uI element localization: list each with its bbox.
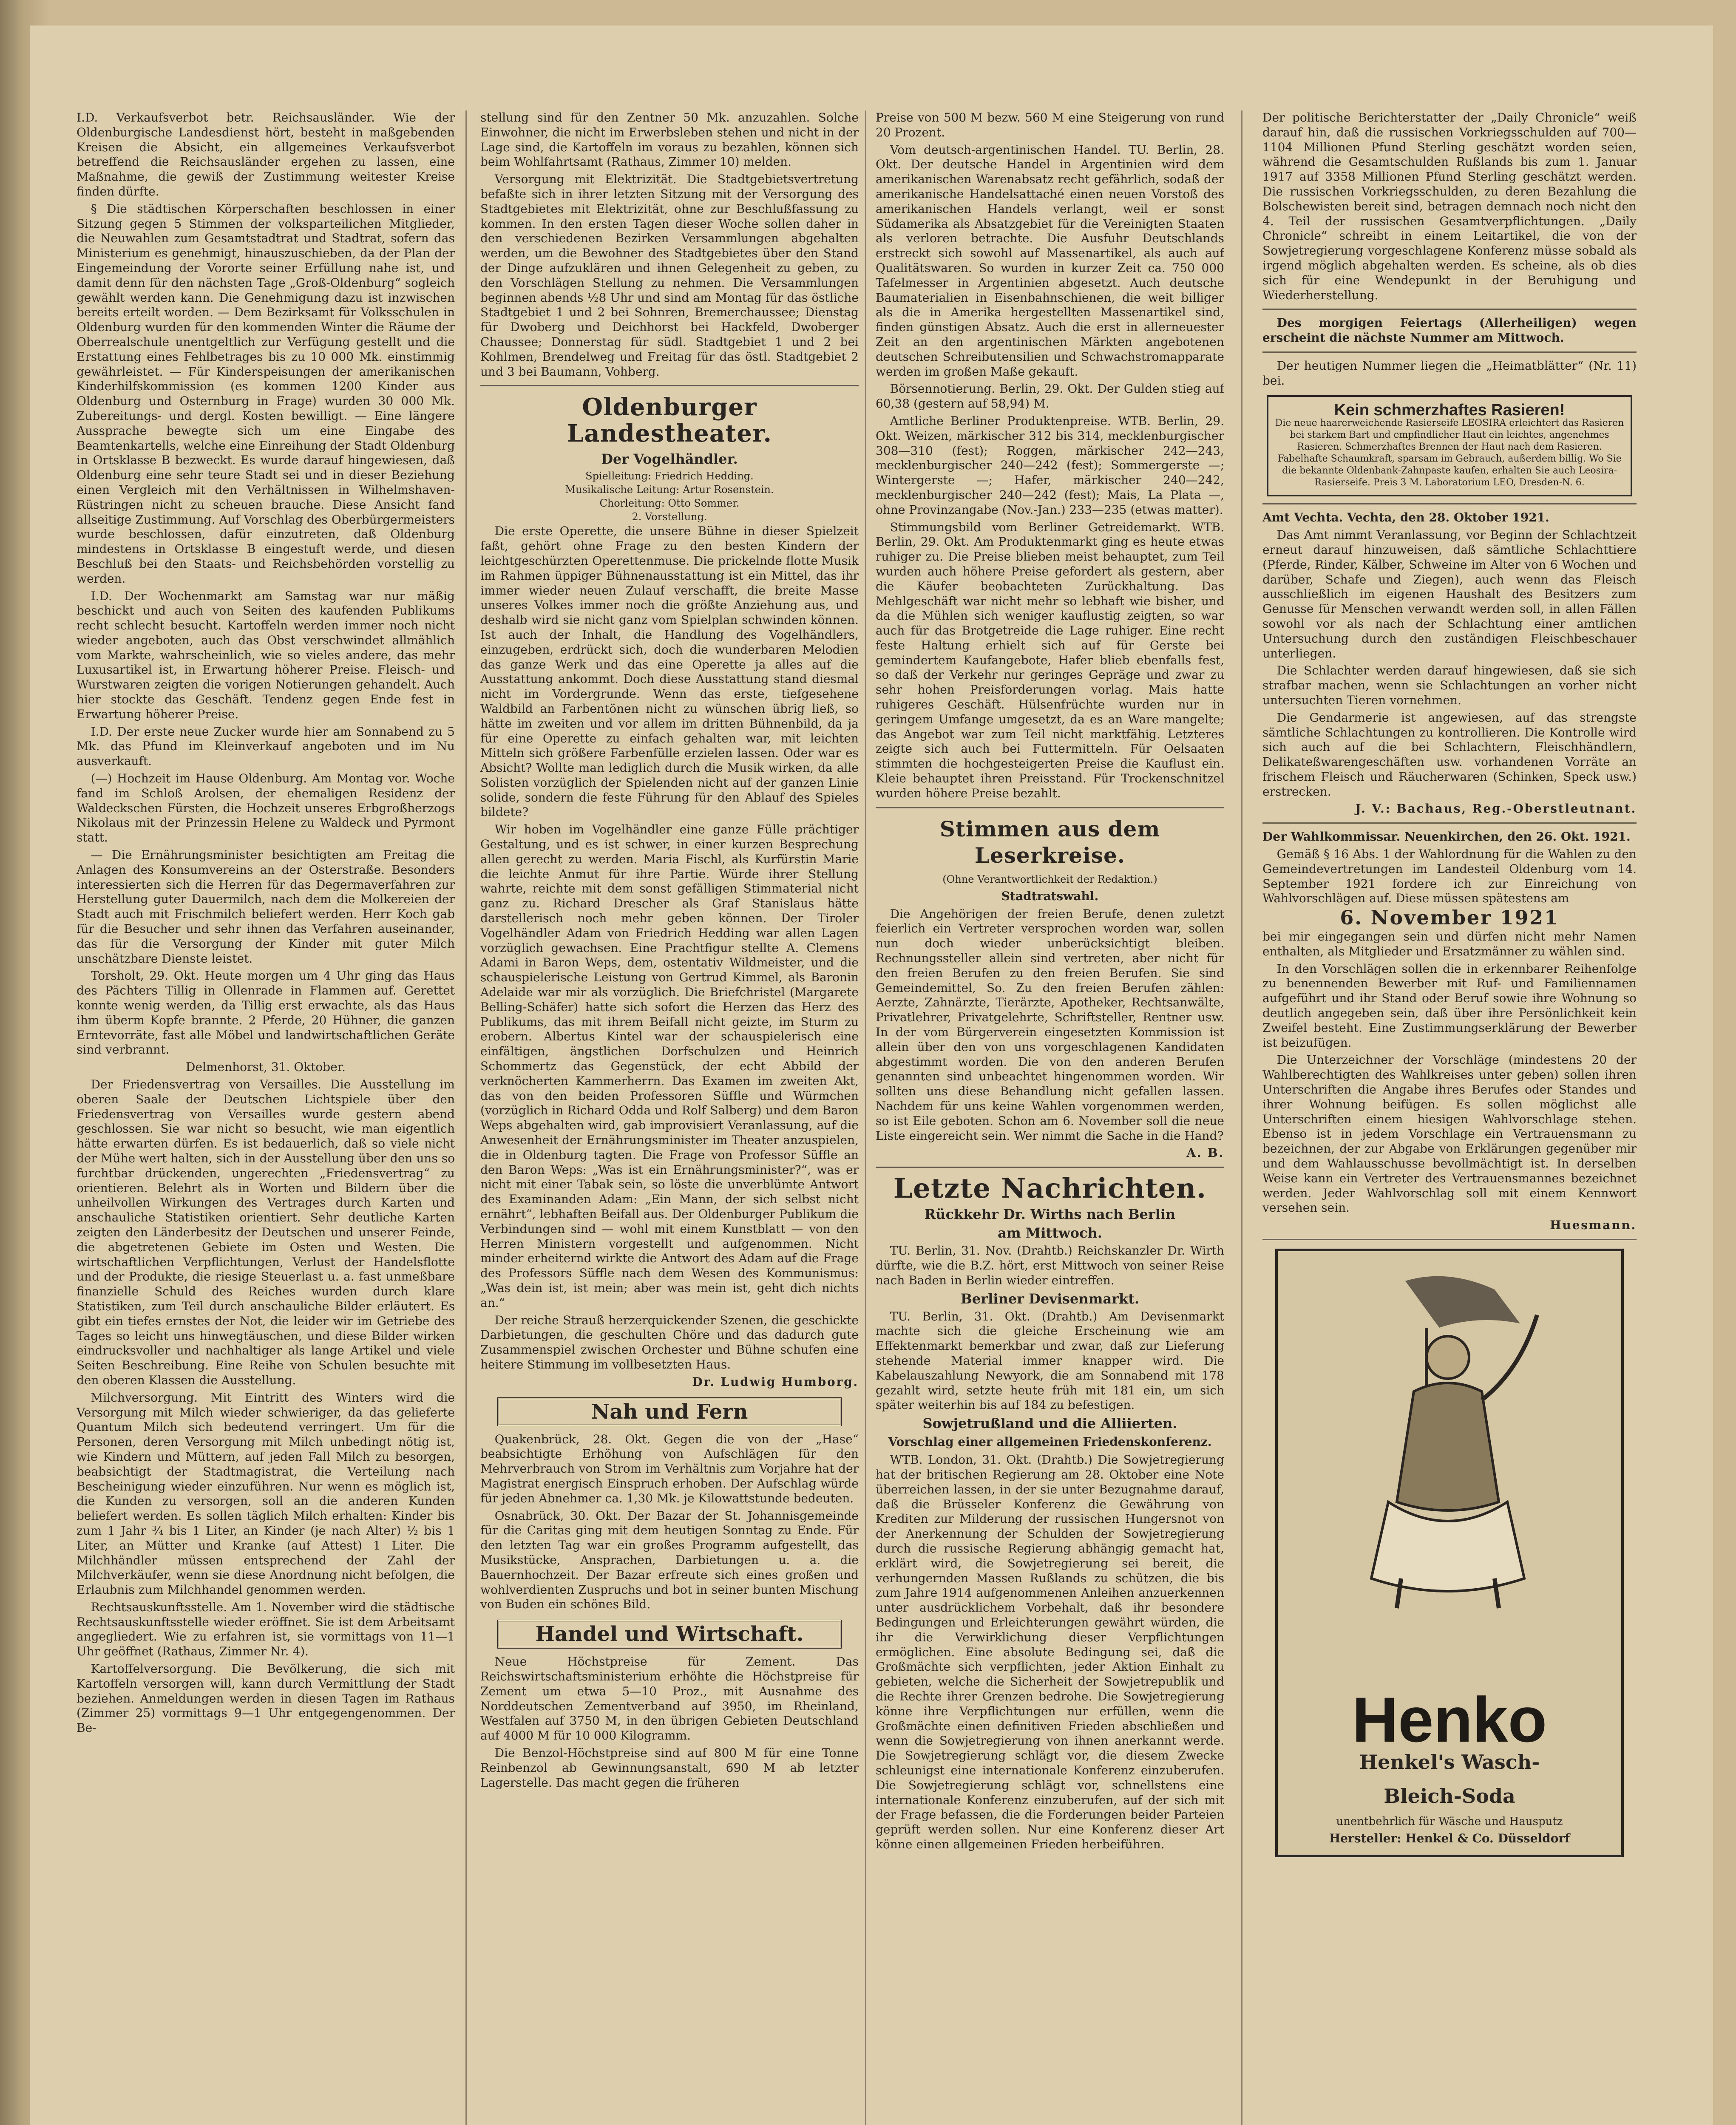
theater-credit: Musikalische Leitung: Artur Rosenstein. xyxy=(565,484,774,496)
section-rule xyxy=(1262,1239,1637,1240)
article-produktenpreise: Amtliche Berliner Produktenpreise. WTB. Berlin, 29. Okt. Weizen, märkischer 312 bis 314, mecklenburgischer 308—310 (fest); Roggen, märkischer 242—243, mecklenburgischer 240—242 (fest); Sommergerste —; Wintergerste —; Hafer, märkischer 240—242, mecklenburgischer 240—242 (fest); Mais, La Plata —, ohne Provinzangabe (Nov.-Jan.) 233—235 (etwas matter). xyxy=(876,414,1224,517)
article-wirth: TU. Berlin, 31. Nov. (Drahtb.) Reichskanzler Dr. Wirth dürfte, wie die B.Z. hört, erst Mittwoch von seiner Reise nach Baden in Berlin wieder eintreffen. xyxy=(876,1244,1224,1287)
letzte-subtitle: Rückkehr Dr. Wirths nach Berlin xyxy=(924,1206,1176,1223)
article-elektrizitaet: Versorgung mit Elektrizität. Die Stadtgebietsvertretung befaßte sich in ihrer letzten Sitzung mit der Versorgung des Stadtgebietes mit Elektrizität, ohne zur Beschlußfassung zu kommen. In den ersten Tagen dieser Woche sollen daher in den verschiedenen Bezirken Versammlungen abgehalten werden, um die Bewohner des Stadtgebietes über den Stand der Dinge aufzuklären und ihnen Gelegenheit zu geben, zu den Vorschlägen Stellung zu nehmen. Die Versammlungen beginnen abends ½8 Uhr und sind am Montag für das östliche Stadtgebiet 1 und 2 bei Sohnren, Bremerchaussee; Dienstag für Dwoberg und Deichhorst bei Hackfeld, Dwoberger Chaussee; Donnerstag für südl. Stadtgebiet 1 und 2 bei Kohlmen, Brendelweg und Freitag für das östl. Stadtgebiet 2 und 3 bei Baumann, Vohberg. xyxy=(480,172,859,379)
section-rule xyxy=(1262,351,1637,353)
stimmen-note: (Ohne Verantwortlichkeit der Redaktion.) xyxy=(942,873,1157,885)
notice-vechta: Die Schlachter werden darauf hingewiesen, daß sie sich strafbar machen, wenn sie Schlachtungen an vorher nicht untersuchten Tieren vornehmen. xyxy=(1262,663,1637,707)
article-boerse: Börsennotierung. Berlin, 29. Okt. Der Gulden stieg auf 60,38 (gestern auf 58,94) M. xyxy=(876,382,1224,411)
theater-credit: Spielleitung: Friedrich Hedding. xyxy=(585,470,754,482)
section-rule xyxy=(1262,503,1637,504)
article-daily-chronicle: Der politische Berichterstatter der „Daily Chronicle“ weiß darauf hin, daß die russischen Vorkriegsschulden auf 700—1104 Millionen Pfund Sterling geschätzt worden seien, während die Gesamtschulden Rußlands bis zum 1. Januar 1917 auf 3358 Millionen Pfund Sterling geschätzt werden. Die russischen Vorkriegsschulden, zu deren Bezahlung die Bolschewisten bereit sind, betragen demnach noch nicht den 4. Teil der russischen Gesamtverpflichtungen. „Daily Chronicle“ schreibt in einem Leitartikel, die von der Sowjetregierung vorgeschlagene Konferenz müsse sobald als irgend möglich abgehalten werden. Es scheine, als ob dies sich für eine Wendepunkt in der Beruhigung und Wiederherstellung. xyxy=(1262,110,1637,302)
theater-heading: Oldenburger Landestheater. xyxy=(567,393,772,448)
article-benzol: Die Benzol-Höchstpreise sind auf 800 M für eine Tonne Reinbenzol ab Gewinnungsanstalt, 690 M ab letzter Lagerstelle. Das macht gegen die früheren xyxy=(480,1745,859,1790)
article-koerperschaften: § Die städtischen Körperschaften beschlossen in einer Sitzung gegen 5 Stimmen der volksparteilichen Mitglieder, die Neuwahlen zum Gesamtstadtrat und Stadtrat, sofern das Ministerium es genehmigt, hinauszuschieben, da der Plan der Eingemeindung der Vororte seiner Erfüllung nahe ist, und damit denn für den nächsten Tage „Groß-Oldenburg“ sogleich gewählt werden kann. Die Genehmigung dazu ist inzwischen bereits erteilt worden. — Dem Bezirksamt für Volksschulen in Oldenburg wurden für den kommenden Winter die Räume der Oberrealschule unentgeltlich zur Verfügung gestellt und die Erstattung eines Fehlbetrages bis zu 10 000 Mk. einstimmig gewährleistet. — Für Kinderspeisungen der amerikanischen Kinderhilfskommission (es kommen 1200 Kinder aus Oldenburg und Osternburg in Frage) wurden 30 000 Mk. Zubereitungs- und dergl. Kosten bewilligt. — Eine längere Aussprache bewegte sich um eine Eingabe des Beamtenkartells, welche eine Einreihung der Stadt Oldenburg in Ortsklasse B bezweckt. Es wurde darauf hingewiesen, daß Oldenburg eine sehr teure Stadt sei und in dieser Beziehung einen Vergleich mit den Verhältnissen in Wilhelmshaven-Rüstringen nicht zu scheuen brauche. Diese Ansicht fand allseitige Zustimmung. Auf Vorschlag des Oberbürgermeisters wurde beschlossen, dafür einzutreten, daß Oldenburg mindestens in Ortsklasse B eingestuft werde, und diesen Beschluß bei den Staats- und Reichsbehörden vorstellig zu werden. xyxy=(77,201,455,586)
section-rule xyxy=(876,807,1224,808)
henko-manufacturer: Hersteller: Henkel & Co. Düsseldorf xyxy=(1329,1831,1570,1846)
henko-ad xyxy=(1275,1249,1624,1857)
column-rule xyxy=(1241,110,1242,2125)
notice-wahl: Die Unterzeichner der Vorschläge (mindestens 20 der Wahlberechtigten des Wahlkreises unter geben) sollen ihren Unterschriften die Angabe ihres Berufes oder Standes und ihrer Wohnung beifügen. Es sollen möglichst alle Unterschriften einem hiesigen Wahlvorschlage stehen. Ebenso ist in jedem Vorschlage ein Vertrauensmann zu bezeichnen, der zur Abgabe von Erklärungen gegenüber mir und dem Wahlausschusse bevollmächtigt ist. In derselben Weise kann ein Vertreter des Vertrauensmannes bezeichnet werden. Jeder Wahlvorschlag soll mit einem Kennwort versehen sein. xyxy=(1262,1053,1637,1215)
article-stadtratswahl: Die Angehörigen der freien Berufe, denen zuletzt feierlich ein Vertreter versprochen worden war, sollen nun doch wieder unberücksichtigt bleiben. Rechnungssteller allein sind vertreten, aber nicht für den freien Berufen zu den freien Berufen. Sie sind Gemeindemittel, So. Zu den freien Berufen zählen: Aerzte, Zahnärzte, Tierärzte, Apotheker, Rechtsanwälte, Privatlehrer, Privatgelehrte, Schriftsteller, Rentner usw. In der vom Bürgerverein eingesetzten Kommission ist allein über den von uns vorgeschlagenen Kandidaten abgestimmt worden. Die von den anderen Berufen genannten sind unbeachtet hingenommen worden. Wir sollten uns diese Behandlung nicht gefallen lassen. Nachdem für uns keine Wahlen vorgenommen werden, so ist Eile geboten. Schon am 6. November soll die neue Liste eingereicht sein. Wer nimmt die Sache in die Hand? xyxy=(876,907,1224,1143)
article-milchversorgung: Milchversorgung. Mit Eintritt des Winters wird die Versorgung mit Milch wieder schwieriger, da das gelieferte Quantum Milch sich bedeutend verringert. Um für die Personen, deren Versorgung mit Milch unbedingt nötig ist, wie Kindern und Müttern, auf jeden Fall Milch zu besorgen, beabsichtigt der Stadtmagistrat, die Verteilung nach Bescheinigung wieder einzuführen. Nur wenn es möglich ist, die Kunden zu versorgen, soll an die anderen Kunden beliefert werden. Es sollen täglich Milch erhalten: Kinder bis zum 1 Jahr ¾ bis 1 Liter, an Kinder (je nach Alter) ½ bis 1 Liter, an Mütter und Kranke (auf Attest) 1 Liter. Die Milchhändler müssen entsprechend der Zahl der Milchverkäufer, wenn sie diese Anordnung nicht befolgen, die Erlaubnis zum Milchhandel genommen werden. xyxy=(77,1390,455,1597)
column-4 xyxy=(1262,110,1637,2125)
column-3 xyxy=(876,110,1224,2125)
notice-wahl: In den Vorschlägen sollen die in erkennbarer Reihenfolge zu benennenden Bewerber mit Ruf- und Familiennamen aufgeführt und ihr Stand oder Beruf sowie ihre Wohnung so deutlich angegeben sein, daß über ihre Persönlichkeit kein Zweifel besteht. Eine Zustimmungserklärung der Bewerber ist beizufügen. xyxy=(1262,961,1637,1050)
henko-line: Bleich-Soda xyxy=(1384,1785,1515,1808)
ad-title: Kein schmerzhaftes Rasieren! xyxy=(1334,401,1565,419)
washerwoman-illustration-icon xyxy=(1299,1264,1597,1612)
notice-wahl: bei mir eingegangen sein und dürfen nicht mehr Namen enthalten, als Mitglieder und Ersatzmänner zu wählen sind. xyxy=(1262,929,1637,958)
notice-feiertag: Des morgigen Feiertags (Allerheiligen) wegen erscheint die nächste Nummer am Mittwoch. xyxy=(1262,316,1637,345)
theater-credit: Chorleitung: Otto Sommer. xyxy=(599,497,740,510)
stimmen-subtitle: Stadtratswahl. xyxy=(1001,889,1099,903)
article-ernaehrungsminister: — Die Ernährungsminister besichtigten am Freitag die Anlagen des Konsumvereins an der Osterstraße. Besonders interessierten sich die Herren für das Degermaverfahren zur Herstellung guter Dauermilch, nach dem die Molkereien der Stadt auch mit Frischmilch beliefert werden. Herr Koch gab für die Besucher und sehr ihnen das Verfahren auseinander, das für die Versorgung der Kinder mit guter Milch unschätzbare Dienste leistet. xyxy=(77,848,455,966)
article-getreidemarkt: Stimmungsbild vom Berliner Getreidemarkt. WTB. Berlin, 29. Okt. Am Produktenmarkt ging es heute etwas ruhiger zu. Die Preise blieben meist behauptet, zum Teil wurden auch höhere Preise gefordert als gestern, aber die Käufer beobachteten Zurückhaltung. Das Mehlgeschäft war nicht mehr so lebhaft wie bisher, und da die Mühlen sich weniger kauflustig zeigten, so war auch für das Brotgetreide die Lage ruhiger. Eine recht feste Haltung erhielt sich auf für Gerste bei gemindertem Kaufangebote, Hafer blieb ebenfalls fest, so daß der Verkehr nur geringes Gepräge und zwar zu sehr hohen Preisforderungen vorlag. Mais hatte ruhigeres Geschäft. Hülsenfrüchte wurden nur in geringem Umfange umgesetzt, da es an Ware mangelte; das Angebot war zum Teil nicht marktfähig. Letzteres zeigte sich auch bei Futtermitteln. Für Oelsaaten stimmten die hochgesteigerten Preise die Kauflust ein. Kleie behauptet ihren Preisstand. Für Trockenschnitzel wurden höhere Preise bezahlt. xyxy=(876,520,1224,800)
leosira-ad xyxy=(1267,395,1632,497)
article-sowjet: WTB. London, 31. Okt. (Drahtb.) Die Sowjetregierung hat der britischen Regierung am 28. Oktober eine Note überreichen lassen, in der sie unter Bezugnahme darauf, daß die Brüsseler Konferenz die Gewährung von Krediten zur Milderung der russischen Hungersnot von der Anerkennung der Schulden der Sowjetregierung durch die russische Regierung abhängig gemacht hat, erklärt wird, die Sowjetregierung sei bereit, die verhungernden Massen Rußlands zu schützen, die bis zum Jahre 1914 aufgenommenen Anleihen anzuerkennen unter ausdrücklichem Vorbehalt, daß ihr besondere Bedingungen und Erleichterungen gewährt würden, die ihr die Verwirklichung dieser Verpflichtungen ermöglichen. Eine absolute Bedingung sei, daß die Großmächte sich verpflichten, jeder Aktion Einhalt zu gebieten, welche die Sicherheit der Sowjetrepublik und die Rechte ihrer Grenzen bedrohe. Die Sowjetregierung könne ihre Verpflichtungen nur erfüllen, wenn die Großmächte einen definitiven Frieden abschließen und wenn die Sowjetregierung von ihnen anerkannt werde. Die Sowjetregierung schlägt vor, die diesem Zwecke schleunigst eine internationale Konferenz einzuberufen. Die Sowjetregierung schlägt vor, schnellstens eine internationale Konferenz einzuberufen, auf der sich mit der Frage befassen, die die Forderungen beider Parteien geprüft werden sollen. Nur eine Konferenz dieser Art könne einen allgemeinen Frieden herbeiführen. xyxy=(876,1453,1224,1851)
section-rule xyxy=(480,385,859,386)
ad-text: Die neue haarerweichende Rasierseife LEOSIRA erleichtert das Rasieren bei starkem Bart und empfindlicher Haut ein leichtes, angenehmes Rasieren. Schmerzhaftes Brennen der Haut nach dem Rasieren. Fabelhafte Schaumkraft, sparsam im Gebrauch, außerdem billig. Wo Sie die bekannte Oldenbank-Zahnpaste kaufen, erhalten Sie auch Leosira-Rasierseife. Preis 3 M. Laboratorium LEO, Dresden-N. 6. xyxy=(1275,418,1624,488)
notice-vechta: Das Amt nimmt Veranlassung, vor Beginn der Schlachtzeit erneut darauf hinzuweisen, daß sämtliche Schlachttiere (Pferde, Rinder, Kälber, Schweine im Alter von 6 Wochen und darüber, Schafe und Ziegen), auch wenn das Fleisch ausschließlich im eigenen Haushalt des Besitzers zum Genusse für Menschen verwandt werden soll, in allen Fällen sowohl vor als nach der Schlachtung einer amtlichen Untersuchung durch den zuständigen Fleischbeschauer unterliegen. xyxy=(1262,528,1637,660)
article-osnabrueck: Osnabrück, 30. Okt. Der Bazar der St. Johannisgemeinde für die Caritas ging mit dem heutigen Sonntag zu Ende. Für den letzten Tag war ein großes Programm aufgestellt, das Musikstücke, Ansprachen, Darbietungen u. a. die Bauernhochzeit. Der Bazar erfreute sich eines großen und wohlverdienten Zuspruchs und bot in seiner bunten Mischung von Buden ein schönes Bild. xyxy=(480,1508,859,1612)
article-devisen: TU. Berlin, 31. Okt. (Drahtb.) Am Devisenmarkt machte sich die gleiche Erscheinung wie am Effektenmarkt bemerkbar und zwar, daß zur Lieferung stehende Material immer knapper wird. Die Kabelauszahlung Newyork, die am Sonnabend mit 178 gezahlt wird, setzte heute früh mit 181 ein, um sich später weiterhin bis auf 184 zu befestigen. xyxy=(876,1309,1224,1412)
article-friedensvertrag: Der Friedensvertrag von Versailles. Die Ausstellung im oberen Saale der Deutschen Lichtspiele über den Friedensvertrag von Versailles wurde gestern abend geschlossen. Sie war nicht so besucht, wie man eigentlich hätte erwarten dürfen. Es ist bedauerlich, daß so viele nicht der Mühe wert halten, sich in der Ausstellung über den uns so furchtbar drückenden, ungerechten „Friedensvertrag“ zu orientieren. Belehrt als in Worten und Bildern über die unheilvollen Wirkungen des Vertrages durch Karten und anschauliche Statistiken orientiert. Sehr deutliche Karten zeigten den Länderbesitz der Deutschen und unserer Feinde, die abgetretenen Gebiete im Osten und Westen. Die wirtschaftlichen Verpflichtungen, Verlust der Handelsflotte und der Produkte, die riesige Steuerlast u. a. fast unmeßbare finanzielle Schuld des Reiches wurden durch klare Statistiken, zum Teil durch anschauliche Bilder erläutert. Es gibt ein tiefes ernstes der Not, die leider wir im Getriebe des Tages so leicht uns hinwegtäuschen, und diese Bilder wirken eindrucksvoller und nachhaltiger als lange Artikel und viele Seiten Beschreibung. Eine Reihe von Schulen besuchte mit den oberen Klassen die Ausstellung. xyxy=(77,1077,455,1387)
theater-subtitle: Der Vogelhändler. xyxy=(601,451,738,468)
henko-brand: Henko xyxy=(1352,1684,1547,1756)
stimmen-heading: Stimmen aus dem Leserkreise. xyxy=(939,816,1160,868)
theater-review: Der reiche Strauß herzerquickender Szenen, die geschickte Darbietungen, die geschulten Chöre und das dadurch gute Zusammenspiel zwischen Orchester und Bühne schufen eine heitere Stimmung im vollbesetzten Haus. xyxy=(480,1313,859,1371)
section-rule xyxy=(1262,822,1637,824)
article-kartoffel: Kartoffelversorgung. Die Bevölkerung, die sich mit Kartoffeln versorgen will, kann durch Vermittlung der Stadt beziehen. Anmeldungen werden in diesen Tagen im Rathaus (Zimmer 25) vormittags 9—1 Uhr entgegengenommen. Der Be- xyxy=(77,1662,455,1735)
theater-credit: 2. Vorstellung. xyxy=(632,511,707,523)
theater-review: Die erste Operette, die unsere Bühne in dieser Spielzeit faßt, gehört ohne Frage zu den besten Kindern der leichtgeschürzten Operettenmuse. Die prickelnde flotte Musik im Rahmen üppiger Bühnenausstattung ist ein Mittel, das ihr immer wieder neuen Zulauf verschafft, die breite Masse unseres Volkes immer noch die größte Anziehung aus, und deshalb wird sie nicht ganz vom Spielplan schwinden können. Ist auch der Inhalt, die Handlung des Vogelhändlers, einzugeben, erdrückt sich, doch die wunderbaren Melodien das ganze Werk und das eine Operette ja alles auf die Ausstattung ankommt. Doch diese Ausstattung stand diesmal nicht im Vordergrunde. Wenn das erste, tiefgesehene Waldbild an Farbentönen nicht zu wünschen übrig ließ, so hätte im zweiten und vor allem im dritten Bühnenbild, da ja für eine Operette zu einfach gehalten war, mit leichten Mitteln sich größere Farbenfülle erzielen lassen. Oder war es Absicht? Wollte man lediglich durch die Musik wirken, da alle Solisten vorzüglich der Spielenden nicht auf der ganzen Linie solide, sondern die feste Führung für den Ablauf des Spieles bildete? xyxy=(480,524,859,819)
notice-vechta-dateline: Amt Vechta. Vechta, den 28. Oktober 1921. xyxy=(1262,510,1549,525)
deadline-date: 6. November 1921 xyxy=(1340,906,1559,929)
sowjet-heading: Sowjetrußland und die Alliierten. xyxy=(922,1415,1177,1432)
article-torsholt: Torsholt, 29. Okt. Heute morgen um 4 Uhr ging das Haus des Pächters Tillig in Ollenrade in Flammen auf. Gerettet konnte wenig werden, da Tillig erst erwachte, als das Haus ihm überm Kopfe brannte. 2 Pferde, 20 Hühner, die ganzen Erntevorräte, fast alle Möbel und landwirtschaftlichen Geräte sind verbrannt. xyxy=(77,969,455,1057)
section-rule xyxy=(876,1167,1224,1168)
column-rule xyxy=(865,110,866,2125)
vechta-signature: J. V.: Bachaus, Reg.-Oberstleutnant. xyxy=(1355,802,1637,816)
letzte-subtitle: am Mittwoch. xyxy=(998,1225,1102,1241)
column-2 xyxy=(480,110,859,2125)
newspaper-page xyxy=(30,26,1713,2125)
article-argentinien: Vom deutsch-argentinischen Handel. TU. Berlin, 28. Okt. Der deutsche Handel in Argentinien wird dem amerikanischen Warenabsatz recht gefährlich, sodaß der amerikanische Handelsattaché einen neuen Vorstoß des amerikanischen Handels verlangt, weil er sonst Südamerika als Absatzgebiet für die Vereinigten Staaten als verloren betrachte. Die Ausfuhr Deutschlands erstreckt sich sowohl auf Massenartikel, als auch auf Qualitätswaren. So wurden in kurzer Zeit ca. 750 000 Tafelmesser in Argentinien abgesetzt. Auch deutsche Baumaterialien in Eisenbahnschienen, die weit billiger als die in Amerika hergestellten Massenartikel sind, finden günstigen Absatz. Auch die erst in allerneuester Zeit an den argentinischen Märkten angebotenen deutschen Schreibutensilien und Schwachstromapparate werden im großen Maße gekauft. xyxy=(876,142,1224,379)
dateline-delmenhorst: Delmenhorst, 31. Oktober. xyxy=(186,1060,346,1074)
notice-vechta: Die Gendarmerie ist angewiesen, auf das strengste sämtliche Schlachtungen zu kontrollieren. Die Kontrolle wird sich auch auf die bei Schlachtern, Fleischhändlern, Delikateßwarengeschäften usw. vorhandenen Vorräte an frischem Fleisch und Räucherwaren (Schinken, Speck usw.) erstrecken. xyxy=(1262,710,1637,799)
article-zucker: I.D. Der erste neue Zucker wurde hier am Sonnabend zu 5 Mk. das Pfund im Kleinverkauf angeboten und im Nu ausverkauft. xyxy=(77,724,455,768)
notice-wahl: Gemäß § 16 Abs. 1 der Wahlordnung für die Wahlen zu den Gemeindevertretungen im Landesteil Oldenburg vom 14. September 1921 fordere ich zur Einreichung von Wahlvorschlägen auf. Diese müssen spätestens am xyxy=(1262,847,1637,906)
article-verkaufsverbot: I.D. Verkaufsverbot betr. Reichsausländer. Wie der Oldenburgische Landesdienst hört, besteht in maßgebenden Kreisen die Absicht, ein allgemeines Verkaufsverbot betreffend die Reichsausländer ergehen zu lassen, eine Maßnahme, die gewiß der Zustimmung weitester Kreise finden dürfte. xyxy=(77,110,455,198)
column-rule xyxy=(465,110,467,2125)
wahl-signature: Huesmann. xyxy=(1550,1218,1637,1232)
article-benzol-cont: Preise von 500 M bezw. 560 M eine Steigerung von rund 20 Prozent. xyxy=(876,110,1224,139)
henko-line: unentbehrlich für Wäsche und Hausputz xyxy=(1336,1815,1563,1828)
article-hochzeit: (—) Hochzeit im Hause Oldenburg. Am Montag vor. Woche fand im Schloß Arolsen, der ehemaligen Residenz der Waldeckschen Fürsten, die Hochzeit unseres Erbgroßherzogs Nikolaus mit der Prinzessin Helene zu Waldeck und Pyrmont statt. xyxy=(77,771,455,845)
henko-line: Henkel's Wasch- xyxy=(1359,1751,1540,1774)
article-kartoffel-cont: stellung sind für den Zentner 50 Mk. anzuzahlen. Solche Einwohner, die nicht im Erwerbsleben stehen und nicht in der Lage sind, die Kartoffeln im voraus zu bezahlen, können sich beim Wohlfahrtsamt (Rathaus, Zimmer 10) melden. xyxy=(480,110,859,169)
handel-heading: Handel und Wirtschaft. xyxy=(497,1620,842,1649)
section-rule xyxy=(1262,309,1637,310)
stimmen-signature: A. B. xyxy=(1186,1146,1224,1160)
devisen-heading: Berliner Devisenmarkt. xyxy=(960,1290,1140,1307)
article-zement: Neue Höchstpreise für Zement. Das Reichswirtschaftsministerium erhöhte die Höchstpreise für Zement um etwa 5—10 Proz., mit Ausnahme des Norddeutschen Zementverband auf 3950, im Rheinland, Westfalen auf 3750 M, in den übrigen Gebieten Deutschland auf 4000 M für 10 000 Kilogramm. xyxy=(480,1655,859,1743)
sowjet-subtitle: Vorschlag einer allgemeinen Friedenskonferenz. xyxy=(888,1435,1212,1449)
column-1 xyxy=(77,110,455,2125)
letzte-nachrichten-heading: Letzte Nachrichten. xyxy=(893,1173,1207,1205)
article-wochenmarkt: I.D. Der Wochenmarkt am Samstag war nur mäßig beschickt und auch von Seiten des kaufenden Publikums recht schlecht besucht. Kartoffeln werden immer noch nicht wieder angeboten, auch das Obst verschwindet allmählich vom Markte, wahrscheinlich, wie so vieles andere, das mehr Luxusartikel ist, in Erwartung höherer Preise. Fleisch- und Wurstwaren zeigten die vorigen Notierungen gehandelt. Auch hier stockte das Geschäft. Tendenz gegen Ende fest in Erwartung höherer Preise. xyxy=(77,589,455,721)
theater-review: Wir hoben im Vogelhändler eine ganze Fülle prächtiger Gestaltung, und es ist schwer, in einer kurzen Besprechung allen gerecht zu werden. Maria Fischl, als Kurfürstin Marie die leichte Anmut für ihre Partie. Würde ihrer Stellung wahrte, reichte mit dem sonst gefälligen Stimmaterial nicht ganz zu. Richard Drescher als Graf Stanislaus hätte darstellerisch noch mehr geben können. Der Tiroler Vogelhändler Adam von Friedrich Hedding war allen Lagen vorzüglich gewachsen. Eine Prachtfigur stellte A. Clemens Adami in Baron Weps, dem, ostentativ Wildmeister, und die schauspielerische Leistung von Gertrud Kimmel, als Baronin Adelaide war mir als vorzüglich. Die Briefchristel (Margarete Belling-Schäfer) hatte sich sofort die Herzen das Herz des Publikums, das mit ihrem Beifall nicht geizte, im Sturm zu erobern. Albertus Kintel war der schauspielerisch eine einfältigen, ängstlichen Dorfschulzen und Heinrich Schommertz das Gegenstück, der echt Abbild der verknöcherten Kammerherrn. Das Examen im zweiten Akt, das von den beiden Professoren Süffle und Würmchen (vorzüglich in Richard Odda und Rolf Salberg) und dem Baron Weps abgehalten wird, gab improvisiert Veranlassung, auf die Anwesenheit der Ernährungsminister im Theater anzuspielen, die in Oldenburg tagten. Die Frage von Professor Süffle an den Baron Weps: „Was ist ein Ernährungsminister?“, was er nicht mit einer Tabak sein, so löste die unverblümte Antwort des Examinanden Adam: „Ein Mann, der sich selbst nicht ernährt“, lebhaften Beifall aus. Der Oldenburger Publikum die Verbindungen sind — wohl mit einem Kunstblatt — von den Herren Ministern vorgestellt und aufgenommen. Nicht minder erheiternd wirkte die Antwort des Adam auf die Frage des Professors Süffle nach dem Wesen des Kommunismus: „Was dein ist, ist mein; aber was mein ist, geht dich nichts an.“ xyxy=(480,822,859,1310)
notice-wahl-dateline: Der Wahlkommissar. Neuenkirchen, den 26. Okt. 1921. xyxy=(1262,830,1631,844)
article-rechtsauskunft: Rechtsauskunftsstelle. Am 1. November wird die städtische Rechtsauskunftsstelle wieder eröffnet. Sie ist dem Arbeitsamt angegliedert. Wie zu erfahren ist, sie vormittags von 11—1 Uhr geöffnet (Rathaus, Zimmer Nr. 4). xyxy=(77,1600,455,1659)
theater-signature: Dr. Ludwig Humborg. xyxy=(692,1374,859,1389)
article-quakenbrueck: Quakenbrück, 28. Okt. Gegen die von der „Hase“ beabsichtigte Erhöhung von Aufschlägen für den Mehrverbrauch von Strom im Verhältnis zum Vorjahre hat der Magistrat energisch Einspruch erhoben. Der Aufschlag würde für jeden Abnehmer ca. 1,30 Mk. je Kilowattstunde bedeuten. xyxy=(480,1432,859,1505)
nah-und-fern-heading: Nah und Fern xyxy=(497,1397,842,1426)
notice-heimatblaetter: Der heutigen Nummer liegen die „Heimatblätter“ (Nr. 11) bei. xyxy=(1262,358,1637,388)
